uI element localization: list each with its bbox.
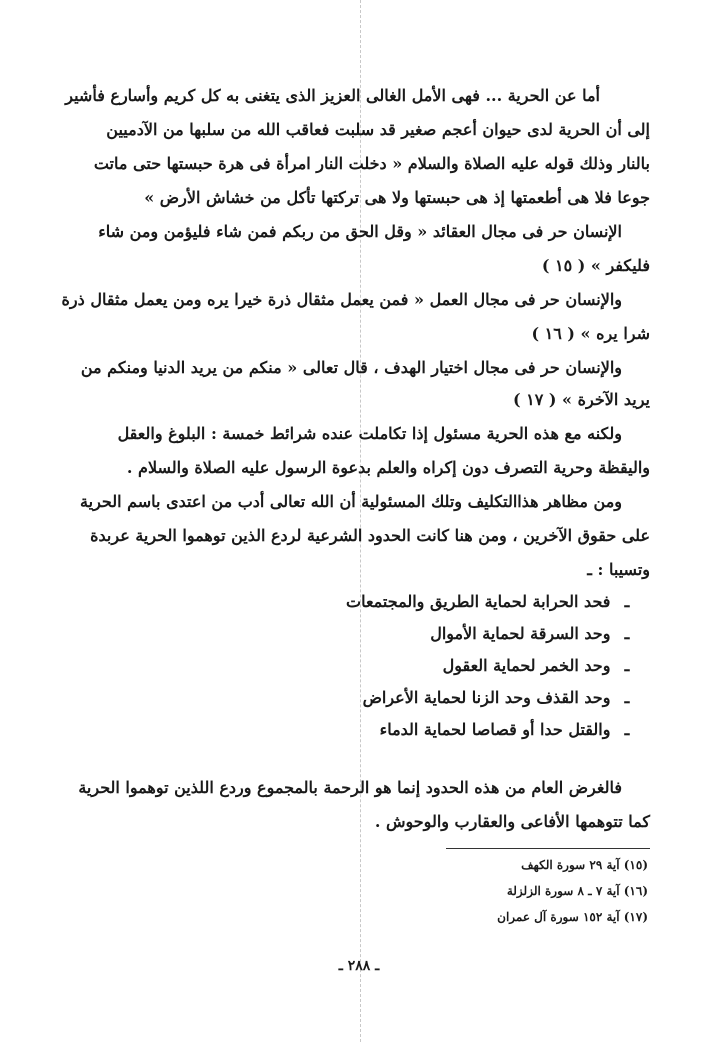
text-line: واليقظة وحرية التصرف دون إكراه والعلم بدعوة الرسول عليه الصلاة والسلام . — [126, 458, 650, 477]
text-line: وتسيبا : ـ — [587, 560, 650, 579]
list-item — [318, 718, 638, 742]
footnote-item: (١٥) آية ٢٩ سورة الكهف — [521, 858, 648, 872]
text-line: أما عن الحرية ... فهى الأمل الغالى العزيز الذى يتغنى به كل كريم وأسارع فأشير — [65, 86, 600, 105]
page-number: ـ ٢٨٨ ـ — [338, 958, 380, 974]
text-line: والإنسان حر فى مجال اختيار الهدف ، قال تعالى « منكم من يريد الدنيا ومنكم من — [80, 358, 622, 377]
list-item-text: وحد القذف وحد الزنا لحماية الأعراض — [362, 688, 611, 707]
text-line: ومن مظاهر هذاالتكليف وتلك المسئولية أن الله تعالى أدب من اعتدى باسم الحرية — [80, 492, 622, 511]
list-bullet-marker: ـ — [624, 720, 630, 739]
footnote-item: (١٦) آية ٧ ـ ٨ سورة الزلزلة — [506, 884, 648, 898]
list-item — [318, 590, 638, 614]
text-line: شرا يره » ( ١٦ ) — [531, 324, 650, 343]
text-line: فليكفر » ( ١٥ ) — [541, 256, 650, 275]
text-line: بالنار وذلك قوله عليه الصلاة والسلام « دخلت النار امرأة فى هرة حبستها حتى ماتت — [93, 154, 650, 173]
list-item-text: فحد الحرابة لحماية الطريق والمجتمعات — [346, 592, 611, 611]
list-item-text: وحد الخمر لحماية العقول — [442, 656, 611, 675]
footnote-item: (١٧) آية ١٥٢ سورة آل عمران — [497, 910, 648, 924]
list-bullet-marker: ـ — [624, 624, 630, 643]
list-item — [318, 654, 638, 678]
text-line: كما تتوهمها الأفاعى والعقارب والوحوش . — [374, 812, 650, 831]
list-item — [318, 686, 638, 710]
text-line: على حقوق الآخرين ، ومن هنا كانت الحدود الشرعية لردع الذين توهموا الحرية عربدة — [90, 526, 650, 545]
text-line: الإنسان حر فى مجال العقائد « وقل الحق من ربكم فمن شاء فليؤمن ومن شاء — [98, 222, 622, 241]
text-line: فالغرض العام من هذه الحدود إنما هو الرحمة بالمجموع وردع اللذين توهموا الحرية — [78, 778, 622, 797]
text-line: إلى أن الحرية لدى حيوان أعجم صغير قد سلبت فعاقب الله من سلبها من الآدميين — [106, 120, 650, 139]
list-item — [318, 622, 638, 646]
list-bullet-marker: ـ — [624, 656, 630, 675]
text-line: جوعا فلا هى أطعمتها إذ هى حبستها ولا هى تركتها تأكل من خشاش الأرض » — [144, 188, 650, 207]
text-line: يريد الآخرة » ( ١٧ ) — [513, 390, 650, 409]
list-item-text: وحد السرقة لحماية الأموال — [430, 624, 611, 643]
list-bullet-marker: ـ — [624, 592, 630, 611]
list-item-text: والقتل حدا أو قصاصا لحماية الدماء — [379, 720, 611, 739]
text-line: والإنسان حر فى مجال العمل « فمن يعمل مثقال ذرة خيرا يره ومن يعمل مثقال ذرة — [61, 290, 622, 309]
text-line: ولكنه مع هذه الحرية مسئول إذا تكاملت عنده شرائط خمسة : البلوغ والعقل — [117, 424, 622, 443]
list-bullet-marker: ـ — [624, 688, 630, 707]
footnote-separator — [446, 848, 650, 849]
